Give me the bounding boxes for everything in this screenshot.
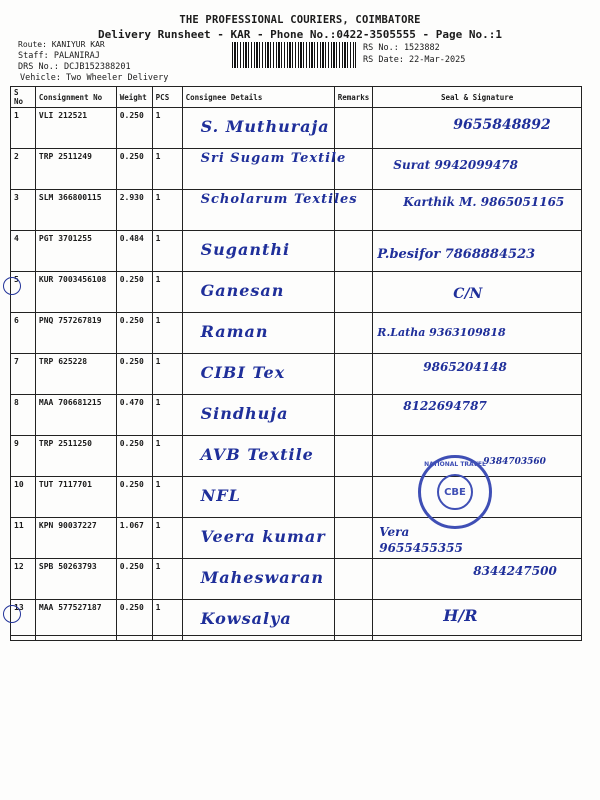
consignee-handwriting: Ganesan [200,281,285,300]
courier-stamp [418,455,492,529]
cell-weight: 0.484 [116,231,152,272]
route-label: Route: KANIYUR KAR [18,40,105,49]
table-header [11,87,582,108]
cell-weight: 2.930 [116,190,152,231]
cell-pcs: 1 [152,149,182,190]
cell-consignment: TRP 2511249 [35,149,116,190]
page-subtitle: Delivery Runsheet - KAR - Phone No.:0422-3505555 - Page No.:1 [98,28,502,41]
consignee-handwriting: NFL [200,486,241,505]
cell-seal [373,313,582,354]
stamp-center: CBE [437,474,473,510]
cell-sno: 6 [11,313,36,354]
seal-handwriting: P.besifor 7868884523 [377,247,536,262]
cell-consignment: MAA 577527187 [35,600,116,641]
consignee-handwriting: CIBI Tex [200,363,286,382]
cell-remarks [334,518,373,559]
page-title: THE PROFESSIONAL COURIERS, COIMBATORE [179,14,421,26]
row-mark-circle [3,277,21,295]
cell-consignment: SLM 366800115 [35,190,116,231]
cell-pcs: 1 [152,436,182,477]
rs-number: RS No.: 1523882 [363,43,440,53]
cell-seal [373,395,582,436]
cell-sno: 12 [11,559,36,600]
cell-weight: 0.250 [116,436,152,477]
cell-weight: 1.067 [116,518,152,559]
stamp-ring-text: NATIONAL TRAVEL [424,461,486,468]
col-weight: Weight [116,87,152,108]
cell-pcs: 1 [152,395,182,436]
cell-weight: 0.470 [116,395,152,436]
cell-consignment: MAA 706681215 [35,395,116,436]
cell-remarks [334,559,373,600]
cell-remarks [334,190,373,231]
seal-handwriting: 8344247500 [473,564,557,578]
col-consignee: Consignee Details [182,87,334,108]
cell-sno: 10 [11,477,36,518]
cell-pcs: 1 [152,313,182,354]
cell-consignee [182,354,334,395]
cell-sno: 1 [11,108,36,149]
cell-consignment: SPB 50263793 [35,559,116,600]
consignee-handwriting: AVB Textile [200,445,314,464]
seal-handwriting: Surat 9942099478 [393,158,519,172]
vehicle-label: Vehicle: Two Wheeler Delivery [20,73,169,83]
consignee-handwriting: Kowsalya [200,609,292,628]
cell-consignment: PNQ 757267819 [35,313,116,354]
table-row [11,272,582,313]
bottom-rule [10,635,582,636]
seal-handwriting: 8122694787 [403,399,487,413]
cell-consignee [182,108,334,149]
cell-remarks [334,477,373,518]
consignee-handwriting: Raman [200,322,269,341]
cell-weight: 0.250 [116,559,152,600]
cell-seal [373,272,582,313]
cell-weight: 0.250 [116,272,152,313]
seal-handwriting: H/R [443,606,478,625]
cell-sno: 11 [11,518,36,559]
seal-handwriting: Vera 9655455355 [379,525,463,555]
seal-handwriting: C/N [453,286,483,302]
row-mark-circle [3,605,21,623]
table-row [11,190,582,231]
cell-sno: 8 [11,395,36,436]
consignee-handwriting: Sindhuja [200,404,289,423]
cell-weight: 0.250 [116,477,152,518]
cell-weight: 0.250 [116,149,152,190]
cell-consignee [182,477,334,518]
col-remarks: Remarks [334,87,373,108]
cell-sno: 3 [11,190,36,231]
consignee-handwriting: Maheswaran [200,568,325,587]
consignee-handwriting: S. Muthuraja [200,117,330,136]
cell-remarks [334,231,373,272]
cell-remarks [334,354,373,395]
table-row [11,477,582,518]
col-seal: Seal & Signature [373,87,582,108]
cell-sno: 2 [11,149,36,190]
cell-weight: 0.250 [116,600,152,641]
cell-pcs: 1 [152,190,182,231]
table-row [11,436,582,477]
consignee-handwriting: Sri Sugam Textile [200,151,347,166]
sno-text: 13 [14,603,24,612]
seal-handwriting: 9655848892 [453,117,551,133]
cell-seal [373,108,582,149]
cell-remarks [334,108,373,149]
cell-consignment: VLI 212521 [35,108,116,149]
table-row [11,149,582,190]
cell-pcs: 1 [152,272,182,313]
cell-consignment: KUR 7003456108 [35,272,116,313]
consignee-handwriting: Scholarum Textiles [200,192,358,207]
cell-pcs: 1 [152,518,182,559]
cell-seal [373,518,582,559]
consignee-handwriting: Veera kumar [200,527,326,546]
cell-consignment: KPN 90037227 [35,518,116,559]
cell-seal [373,354,582,395]
cell-remarks [334,149,373,190]
seal-handwriting: 9865204148 [423,360,507,374]
cell-weight: 0.250 [116,313,152,354]
cell-seal [373,190,582,231]
seal-handwriting: 9384703560 [483,457,546,467]
cell-seal [373,149,582,190]
cell-consignee [182,231,334,272]
barcode [232,42,356,68]
rs-date: RS Date: 22-Mar-2025 [363,55,466,65]
drs-number: DRS No.: DCJB152388201 [18,62,131,72]
col-pcs: PCS [152,87,182,108]
cell-weight: 0.250 [116,354,152,395]
cell-consignee [182,518,334,559]
cell-remarks [334,272,373,313]
cell-pcs: 1 [152,231,182,272]
seal-handwriting: R.Latha 9363109818 [377,326,506,339]
table-row [11,354,582,395]
cell-consignment: TRP 625228 [35,354,116,395]
table-row [11,559,582,600]
cell-consignee [182,149,347,190]
cell-consignee [182,272,334,313]
table-row [11,518,582,559]
cell-pcs: 1 [152,600,182,641]
cell-consignment: TRP 2511250 [35,436,116,477]
cell-sno: 7 [11,354,36,395]
cell-consignment: TUT 7117701 [35,477,116,518]
cell-consignee [182,313,334,354]
table-row [11,231,582,272]
cell-weight: 0.250 [116,108,152,149]
cell-remarks [334,313,373,354]
cell-consignee [182,559,334,600]
cell-pcs: 1 [152,354,182,395]
seal-handwriting: Karthik M. 9865051165 [403,195,565,209]
cell-remarks [334,436,373,477]
runsheet-table [10,86,582,641]
staff-label: Staff: PALANIRAJ [18,51,100,61]
table-row [11,108,582,149]
cell-consignee [182,436,334,477]
cell-consignment: PGT 3701255 [35,231,116,272]
col-sno: S No [11,87,36,108]
consignee-handwriting: Suganthi [200,240,291,259]
table-row [11,313,582,354]
cell-seal [373,231,582,272]
cell-pcs: 1 [152,559,182,600]
cell-remarks [334,395,373,436]
cell-pcs: 1 [152,108,182,149]
cell-sno: 9 [11,436,36,477]
cell-sno [11,272,36,313]
cell-consignee [182,190,358,231]
cell-pcs: 1 [152,477,182,518]
sno-text: 5 [14,275,19,284]
cell-consignee [182,395,334,436]
cell-sno: 4 [11,231,36,272]
table-row [11,395,582,436]
col-consignment: Consignment No [35,87,116,108]
cell-seal [373,559,582,600]
